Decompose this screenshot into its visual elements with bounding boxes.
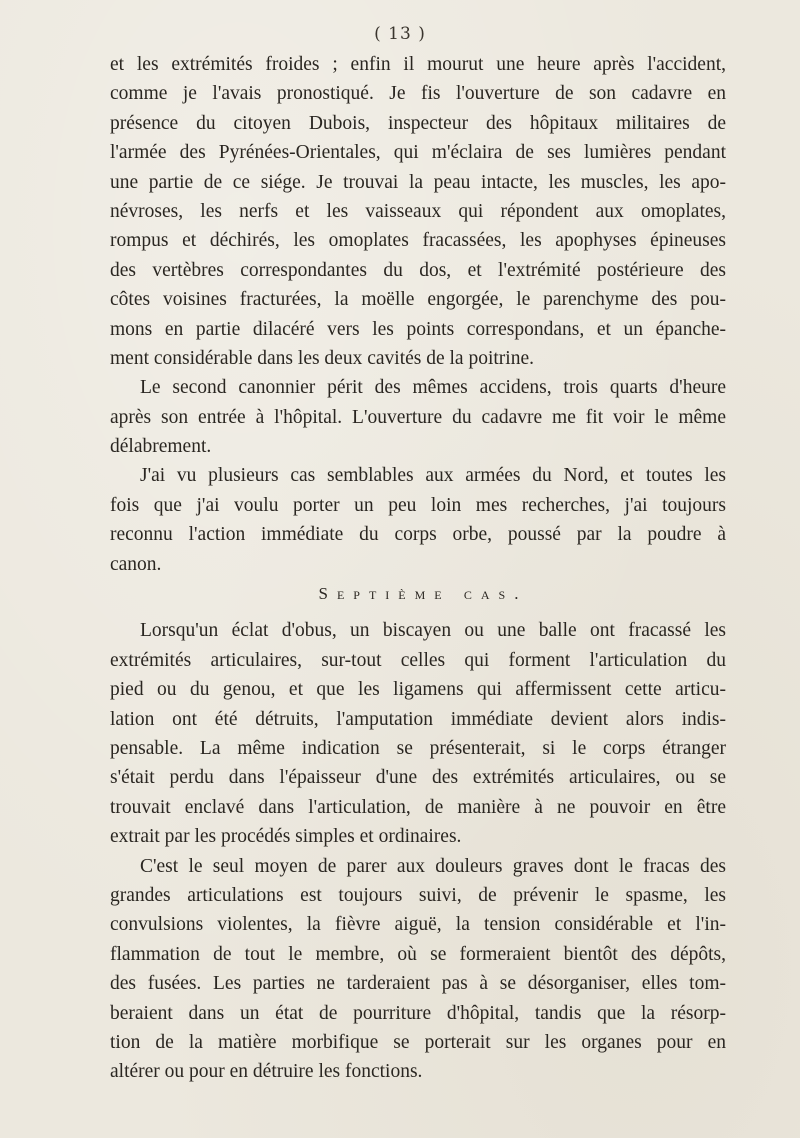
text-line: et les extrémités froides ; enfin il mourut une heure après l'accident,: [110, 54, 726, 75]
text-line: s'était perdu dans l'épaisseur d'une des extrémités articulaires, ou se: [110, 767, 726, 789]
text-line: convulsions violentes, la fièvre aiguë, la tension considérable et l'in-: [110, 914, 726, 936]
text-line: extrémités articulaires, sur-tout celles qui forment l'articulation du: [110, 649, 726, 671]
text-line: ment considérable dans les deux cavités de la poitrine.: [110, 347, 534, 369]
body-text: [110, 50, 726, 1087]
paragraph: [110, 50, 726, 373]
text-line: rompus et déchirés, les omoplates fracassées, les apophyses épineuses: [110, 230, 726, 252]
text-line: extrait par les procédés simples et ordinaires.: [110, 826, 462, 848]
text-line: présence du citoyen Dubois, inspecteur des hôpitaux militaires de: [110, 112, 726, 134]
text-line: altérer ou pour en détruire les fonctions.: [110, 1061, 423, 1083]
text-line: délabrement.: [110, 436, 212, 458]
text-line: lation ont été détruits, l'amputation immédiate devient alors indis-: [110, 708, 726, 730]
text-line: C'est le seul moyen de parer aux douleurs graves dont le fracas des: [140, 855, 726, 877]
paragraph: [110, 461, 726, 579]
text-line: l'armée des Pyrénées-Orientales, qui m'éclaira de ses lumières pendant: [110, 142, 726, 164]
text-line: pied ou du genou, et que les ligamens qui affermissent cette articu-: [110, 679, 726, 701]
text-line: trouvait enclavé dans l'articulation, de manière à ne pouvoir en être: [110, 796, 726, 818]
text-line: mons en partie dilacéré vers les points correspondans, et un épanche-: [110, 318, 726, 340]
text-line: après son entrée à l'hôpital. L'ouverture du cadavre me fit voir le même: [110, 406, 726, 428]
text-line: reconnu l'action immédiate du corps orbe, poussé par la poudre à: [110, 524, 726, 546]
text-line: tion de la matière morbifique se porterait sur les organes pour en: [110, 1031, 726, 1053]
section-heading: Septième cas.: [318, 584, 528, 604]
text-line: des vertèbres correspondantes du dos, et l'extrémité postérieure des: [110, 259, 726, 281]
text-line: fois que j'ai voulu porter un peu loin mes recherches, j'ai toujours: [110, 494, 726, 516]
text-line: Le second canonnier périt des mêmes accidens, trois quarts d'heure: [140, 377, 726, 399]
text-line: flammation de tout le membre, où se formeraient bientôt des dépôts,: [110, 943, 726, 965]
text-line: J'ai vu plusieurs cas semblables aux armées du Nord, et toutes les: [140, 465, 726, 487]
text-line: Lorsqu'un éclat d'obus, un biscayen ou une balle ont fracassé les: [140, 620, 726, 642]
text-line: grandes articulations est toujours suivi, de prévenir le spasme, les: [110, 884, 726, 906]
text-line: névroses, les nerfs et les vaisseaux qui répondent aux omoplates,: [110, 200, 726, 222]
paragraph: [110, 852, 726, 1087]
text-line: pensable. La même indication se présenterait, si le corps étranger: [110, 737, 726, 759]
text-line: canon.: [110, 553, 162, 575]
text-line: comme je l'avais pronostiqué. Je fis l'ouverture de son cadavre en: [110, 83, 726, 105]
paragraph: [110, 373, 726, 461]
paragraph: [110, 616, 726, 851]
text-line: une partie de ce siége. Je trouvai la peau intacte, les muscles, les apo-: [110, 171, 726, 193]
text-line: côtes voisines fracturées, la moëlle engorgée, le parenchyme des pou-: [110, 289, 726, 311]
page-number: ( 13 ): [374, 24, 426, 44]
text-line: des fusées. Les parties ne tarderaient pas à se désorganiser, elles tom-: [110, 973, 726, 995]
text-line: beraient dans un état de pourriture d'hôpital, tandis que la résorp-: [110, 1002, 726, 1024]
